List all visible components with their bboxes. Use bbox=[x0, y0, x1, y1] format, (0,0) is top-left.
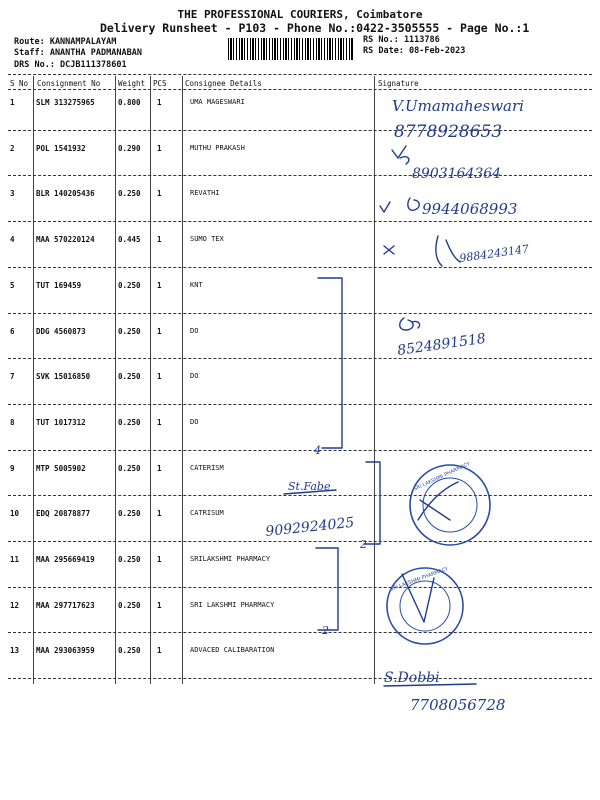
row-sno: 10 bbox=[10, 509, 20, 519]
row-consignment-no: SVK 15016850 bbox=[36, 372, 91, 382]
row-sno: 1 bbox=[10, 98, 15, 107]
row-consignee: DO bbox=[190, 417, 199, 426]
row-sno: 4 bbox=[10, 235, 15, 245]
row-consignee: REVATHI bbox=[190, 189, 220, 198]
drs-number: DRS No.: DCJB111378601 bbox=[14, 60, 127, 70]
row-sno: 11 bbox=[10, 555, 20, 564]
row-pcs: 1 bbox=[157, 555, 162, 564]
row-consignee: ADVACED CALIBARATION bbox=[190, 646, 275, 655]
pharmacy-stamp-2 bbox=[387, 566, 463, 644]
row-consignment-no: TUT 1017312 bbox=[36, 417, 86, 427]
row-pcs: 1 bbox=[157, 143, 162, 153]
row-sno: 12 bbox=[10, 600, 20, 610]
col-consignment: Consignment No bbox=[37, 79, 101, 88]
row-consignee: KNT bbox=[190, 280, 203, 289]
row-pcs: 1 bbox=[157, 280, 162, 290]
row-weight: 0.250 bbox=[118, 372, 141, 382]
signature-row-1: V.Umamaheswari bbox=[392, 97, 524, 115]
row-pcs: 1 bbox=[157, 372, 162, 382]
row-consignment-no: MAA 295669419 bbox=[36, 555, 95, 564]
col-weight: Weight bbox=[118, 79, 146, 88]
phone-row-6: 8524891518 bbox=[396, 330, 487, 359]
row-pcs: 1 bbox=[157, 509, 162, 519]
row-weight: 0.445 bbox=[118, 235, 141, 245]
signature-mark-row-3 bbox=[380, 198, 419, 212]
row-consignee: CATERISM bbox=[190, 463, 224, 472]
signature-mark-row-2 bbox=[392, 146, 409, 164]
pharmacy-stamp-1 bbox=[410, 461, 490, 545]
bracket-rows-9-10 bbox=[364, 462, 380, 544]
row-consignment-no: SLM 313275965 bbox=[36, 98, 95, 107]
row-consignee: UMA MAGESWARI bbox=[190, 98, 245, 106]
row-consignee: DO bbox=[190, 372, 199, 381]
row-consignee: DO bbox=[190, 326, 199, 335]
phone-row-4: 9884243147 bbox=[458, 242, 530, 265]
row-weight: 0.250 bbox=[118, 189, 141, 199]
row-consignment-no: TUT 169459 bbox=[36, 280, 82, 290]
row-sno: 5 bbox=[10, 280, 15, 290]
row-consignee: MUTHU PRAKASH bbox=[190, 143, 245, 152]
bracket-rows-11-12 bbox=[316, 548, 338, 630]
row-weight: 0.250 bbox=[118, 509, 141, 519]
phone-row-13: 7708056728 bbox=[410, 696, 506, 714]
row-sno: 9 bbox=[10, 463, 15, 473]
row-weight: 0.250 bbox=[118, 600, 141, 610]
row-sno: 6 bbox=[10, 326, 15, 336]
row-weight: 0.250 bbox=[118, 326, 141, 336]
row-consignee: SRI LAKSHMI PHARMACY bbox=[190, 600, 275, 609]
row-consignment-no: MAA 570220124 bbox=[36, 235, 95, 245]
phone-row-10: 9092924025 bbox=[264, 514, 356, 540]
col-signature: Signature bbox=[378, 79, 419, 88]
row-weight: 0.250 bbox=[118, 280, 141, 290]
row-sno: 7 bbox=[10, 372, 15, 382]
row-consignment-no: EDQ 20878877 bbox=[36, 509, 91, 519]
bracket-count-3: 2 bbox=[322, 624, 329, 637]
row-pcs: 1 bbox=[157, 326, 162, 336]
row-sno: 2 bbox=[10, 143, 15, 153]
row-pcs: 1 bbox=[157, 235, 162, 245]
staff-label: Staff: ANANTHA PADMANABAN bbox=[14, 48, 142, 58]
row-consignment-no: MTP 5005902 bbox=[36, 463, 86, 473]
row-pcs: 1 bbox=[157, 98, 162, 107]
phone-row-3: 9944068993 bbox=[422, 200, 518, 218]
row-sno: 13 bbox=[10, 646, 20, 656]
phone-row-1: 8778928653 bbox=[394, 122, 503, 142]
col-pcs: PCS bbox=[153, 79, 167, 88]
signature-mark-row-4 bbox=[384, 236, 460, 266]
row-weight: 0.250 bbox=[118, 555, 141, 564]
row-sno: 8 bbox=[10, 417, 15, 427]
phone-row-2: 8903164364 bbox=[412, 166, 502, 182]
row-consignment-no: MAA 293063959 bbox=[36, 646, 95, 656]
rs-date: RS Date: 08-Feb-2023 bbox=[363, 46, 466, 56]
row-pcs: 1 bbox=[157, 417, 162, 427]
route-label: Route: KANNAMPALAYAM bbox=[14, 37, 117, 47]
company-title: THE PROFESSIONAL COURIERS, Coimbatore bbox=[177, 8, 423, 21]
row-weight: 0.250 bbox=[118, 463, 141, 473]
signature-row-9: St.Fabe bbox=[288, 480, 331, 493]
signature-row-13: S.Dobbi bbox=[384, 670, 440, 686]
row-weight: 0.800 bbox=[118, 98, 141, 107]
row-weight: 0.250 bbox=[118, 417, 141, 427]
row-consignment-no: MAA 297717623 bbox=[36, 600, 95, 610]
row-pcs: 1 bbox=[157, 463, 162, 473]
row-consignment-no: BLR 140205436 bbox=[36, 189, 95, 199]
row-consignment-no: DDG 4560873 bbox=[36, 326, 86, 336]
row-pcs: 1 bbox=[157, 189, 162, 199]
bracket-count-1: 4 bbox=[314, 444, 321, 457]
row-consignee: SRILAKSHMI PHARMACY bbox=[190, 555, 271, 563]
row-consignment-no: POL 1541932 bbox=[36, 143, 86, 153]
signature-mark-row-6 bbox=[400, 318, 420, 330]
bracket-rows-5-8 bbox=[318, 278, 342, 448]
svg-text:SRI LAKSHMI PHARMACY: SRI LAKSHMI PHARMACY bbox=[389, 566, 450, 593]
runsheet-title: Delivery Runsheet - P103 - Phone No.:0422-3505555 - Page No.:1 bbox=[100, 21, 530, 35]
bracket-count-2: 2 bbox=[360, 538, 367, 551]
row-sno: 3 bbox=[10, 189, 15, 199]
row-weight: 0.250 bbox=[118, 646, 141, 656]
row-pcs: 1 bbox=[157, 600, 162, 610]
rs-number: RS No.: 1113786 bbox=[363, 35, 440, 45]
row-weight: 0.290 bbox=[118, 143, 141, 153]
col-sno: S No bbox=[10, 79, 29, 88]
row-consignee: CATRISUM bbox=[190, 509, 224, 518]
row-pcs: 1 bbox=[157, 646, 162, 656]
col-consignee: Consignee Details bbox=[185, 79, 262, 88]
row-consignee: SUMO TEX bbox=[190, 235, 224, 244]
svg-text:SRI LAKSHMI PHARMACY: SRI LAKSHMI PHARMACY bbox=[412, 461, 472, 493]
